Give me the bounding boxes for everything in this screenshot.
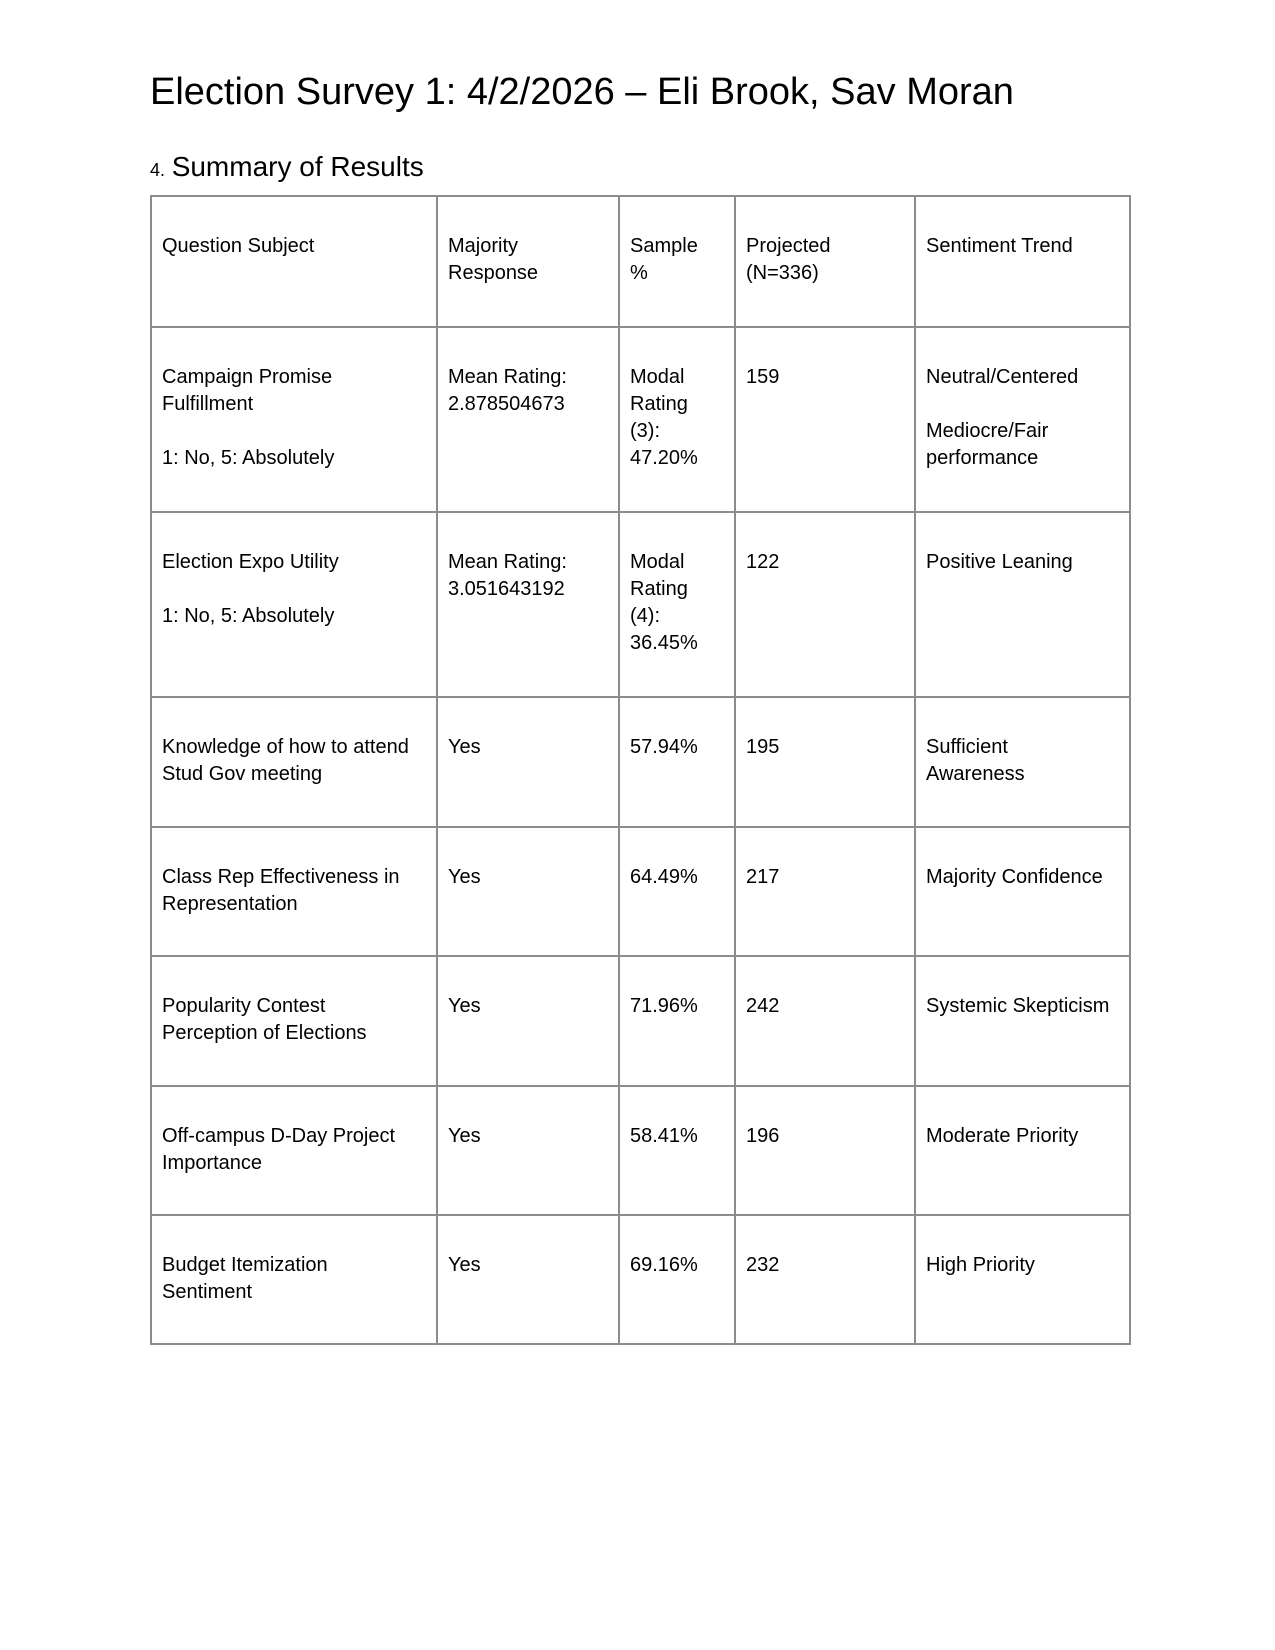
cell-projected-text: 217 <box>746 866 780 888</box>
cell-sentiment-trend-note-line: performance <box>926 447 1039 469</box>
cell-sample-percent-line: Modal <box>630 366 685 388</box>
cell-subject-line: Election Expo Utility <box>162 551 339 573</box>
cell-subject <box>151 697 437 827</box>
cell-sentiment-trend-line: Moderate Priority <box>926 1125 1079 1147</box>
header-sentiment-trend <box>915 196 1130 327</box>
cell-majority-response <box>437 512 619 697</box>
section-title: Summary of Results <box>171 151 424 182</box>
cell-sample-percent <box>619 327 735 512</box>
cell-sentiment-trend-line: Majority Confidence <box>926 866 1103 888</box>
cell-majority-response-line: Yes <box>448 866 481 888</box>
cell-majority-response-line: 3.051643192 <box>448 578 565 600</box>
table-row <box>151 512 1130 697</box>
cell-subject <box>151 1086 437 1215</box>
cell-sample-percent-line: 64.49% <box>630 866 698 888</box>
cell-sentiment-trend-note-line: Mediocre/Fair <box>926 420 1049 442</box>
cell-sample-percent <box>619 697 735 827</box>
cell-sentiment-trend-line: Sufficient <box>926 736 1008 758</box>
document-title: Election Survey 1: 4/2/2026 – Eli Brook, Sav Moran <box>150 71 1014 113</box>
cell-sentiment-trend <box>915 327 1130 512</box>
cell-projected <box>735 512 915 697</box>
cell-sample-percent <box>619 827 735 956</box>
header-sample-percent <box>619 196 735 327</box>
cell-sample-percent-line: 58.41% <box>630 1125 698 1147</box>
cell-projected-text: 195 <box>746 736 780 758</box>
cell-majority-response-line: 2.878504673 <box>448 393 565 415</box>
cell-sample-percent-line: Rating <box>630 578 688 600</box>
cell-projected-text: 232 <box>746 1254 780 1276</box>
table-row <box>151 956 1130 1086</box>
cell-subject <box>151 327 437 512</box>
cell-sentiment-trend <box>915 827 1130 956</box>
cell-subject-line: Perception of Elections <box>162 1022 367 1044</box>
results-table-body <box>151 196 1130 1344</box>
cell-sentiment-trend <box>915 956 1130 1086</box>
table-row <box>151 827 1130 956</box>
cell-majority-response-line: Yes <box>448 1125 481 1147</box>
cell-projected <box>735 956 915 1086</box>
header-question-subject <box>151 196 437 327</box>
cell-sample-percent <box>619 1086 735 1215</box>
header-sentiment-trend-text: Sentiment Trend <box>926 235 1073 257</box>
cell-projected <box>735 1086 915 1215</box>
section-number: 4. <box>150 160 166 180</box>
cell-sample-percent-line: 47.20% <box>630 447 698 469</box>
header-majority-response-line-1: Majority <box>448 235 519 257</box>
cell-subject <box>151 827 437 956</box>
cell-sample-percent-line: 36.45% <box>630 632 698 654</box>
results-table <box>150 195 1131 1345</box>
header-projected-line-1: Projected <box>746 235 831 257</box>
cell-subject-scale-note: 1: No, 5: Absolutely <box>162 605 335 627</box>
cell-projected <box>735 327 915 512</box>
cell-sentiment-trend <box>915 1086 1130 1215</box>
cell-sentiment-trend <box>915 697 1130 827</box>
cell-subject-scale-note: 1: No, 5: Absolutely <box>162 447 335 469</box>
cell-sample-percent-line: 57.94% <box>630 736 698 758</box>
cell-sample-percent-line: (4): <box>630 605 660 627</box>
cell-sentiment-trend <box>915 1215 1130 1344</box>
cell-sentiment-trend-line: High Priority <box>926 1254 1035 1276</box>
cell-majority-response-line: Yes <box>448 736 481 758</box>
cell-projected-text: 242 <box>746 995 780 1017</box>
cell-sentiment-trend-line: Neutral/Centered <box>926 366 1079 388</box>
cell-sample-percent <box>619 1215 735 1344</box>
cell-majority-response-line: Yes <box>448 995 481 1017</box>
header-projected-line-2: (N=336) <box>746 262 819 284</box>
cell-sentiment-trend-line: Systemic Skepticism <box>926 995 1110 1017</box>
cell-sentiment-trend-line: Awareness <box>926 763 1025 785</box>
cell-subject-line: Knowledge of how to attend <box>162 736 409 758</box>
cell-subject-line: Campaign Promise <box>162 366 333 388</box>
cell-projected-text: 159 <box>746 366 780 388</box>
header-question-subject-text: Question Subject <box>162 235 315 257</box>
cell-majority-response <box>437 956 619 1086</box>
cell-sentiment-trend <box>915 512 1130 697</box>
header-sample-percent-line-2: % <box>630 262 648 284</box>
table-row <box>151 327 1130 512</box>
table-header-row <box>151 196 1130 327</box>
cell-majority-response-line: Mean Rating: <box>448 551 567 573</box>
cell-majority-response <box>437 1215 619 1344</box>
cell-subject <box>151 956 437 1086</box>
cell-majority-response-line: Mean Rating: <box>448 366 567 388</box>
cell-majority-response <box>437 1086 619 1215</box>
cell-subject-line: Budget Itemization <box>162 1254 328 1276</box>
cell-subject-line: Sentiment <box>162 1281 253 1303</box>
header-sample-percent-line-1: Sample <box>630 235 698 257</box>
cell-projected <box>735 1215 915 1344</box>
cell-sentiment-trend-line: Positive Leaning <box>926 551 1073 573</box>
cell-majority-response <box>437 697 619 827</box>
cell-sample-percent <box>619 512 735 697</box>
cell-sample-percent-line: 69.16% <box>630 1254 698 1276</box>
cell-sample-percent-line: Rating <box>630 393 688 415</box>
cell-projected-text: 122 <box>746 551 780 573</box>
table-row <box>151 1215 1130 1344</box>
cell-projected-text: 196 <box>746 1125 780 1147</box>
cell-subject-line: Off-campus D-Day Project <box>162 1125 396 1147</box>
cell-subject-line: Representation <box>162 893 298 915</box>
cell-subject-line: Class Rep Effectiveness in <box>162 866 400 888</box>
cell-sample-percent-line: Modal <box>630 551 685 573</box>
cell-subject-line: Importance <box>162 1152 263 1174</box>
cell-sample-percent <box>619 956 735 1086</box>
cell-subject-line: Popularity Contest <box>162 995 326 1017</box>
section-heading <box>150 150 424 184</box>
cell-projected <box>735 827 915 956</box>
cell-projected <box>735 697 915 827</box>
cell-majority-response-line: Yes <box>448 1254 481 1276</box>
header-projected <box>735 196 915 327</box>
cell-subject-line: Stud Gov meeting <box>162 763 323 785</box>
cell-subject <box>151 1215 437 1344</box>
cell-subject-line: Fulfillment <box>162 393 254 415</box>
cell-sample-percent-line: (3): <box>630 420 660 442</box>
cell-subject <box>151 512 437 697</box>
header-majority-response-line-2: Response <box>448 262 539 284</box>
header-majority-response <box>437 196 619 327</box>
table-row <box>151 1086 1130 1215</box>
cell-majority-response <box>437 327 619 512</box>
cell-sample-percent-line: 71.96% <box>630 995 698 1017</box>
table-row <box>151 697 1130 827</box>
cell-majority-response <box>437 827 619 956</box>
